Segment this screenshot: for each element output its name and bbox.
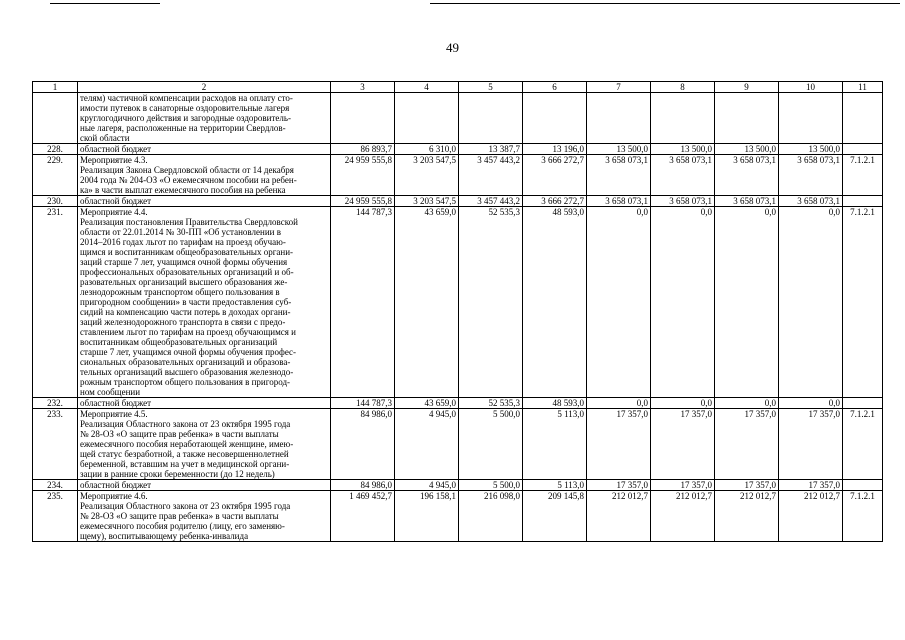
row-number — [33, 93, 78, 144]
description-line: воспитанникам общеобразовательных организаций — [80, 337, 278, 347]
target-code: 7.1.2.1 — [843, 207, 883, 398]
value-cell-col-6: 5 113,0 — [523, 480, 587, 491]
value-cell-col-5: 216 098,0 — [459, 491, 523, 542]
value-cell-col-10: 17 357,0 — [779, 480, 843, 491]
description-line: областной бюджет — [80, 398, 152, 408]
value-cell-col-6: 48 593,0 — [523, 398, 587, 409]
value-cell-col-3: 24 959 555,8 — [331, 155, 395, 196]
description-line: ской области — [80, 133, 130, 143]
value-cell-col-8: 3 658 073,1 — [651, 196, 715, 207]
table-row — [33, 409, 883, 480]
target-code — [843, 144, 883, 155]
value-cell-col-9 — [715, 93, 779, 144]
column-header-6: 6 — [523, 82, 587, 93]
target-code — [843, 196, 883, 207]
value-cell-col-6: 3 666 272,7 — [523, 155, 587, 196]
description-line: Реализация Закона Свердловской области от 14 декабря — [80, 165, 294, 175]
value-cell-col-8 — [651, 93, 715, 144]
value-cell-col-3: 84 986,0 — [331, 480, 395, 491]
description-line: Реализация Областного закона от 23 октября 1995 года — [80, 501, 291, 511]
column-header-1: 1 — [33, 82, 78, 93]
column-header-2: 2 — [78, 82, 331, 93]
column-header-11: 11 — [843, 82, 883, 93]
description-line: круглогодичного действия и загородные оздоровитель- — [80, 113, 291, 123]
description-line: сиональных образовательных организаций и образова- — [80, 357, 291, 367]
value-cell-col-10 — [779, 93, 843, 144]
value-cell-col-5 — [459, 93, 523, 144]
top-rule-right — [430, 3, 900, 4]
table-row — [33, 207, 883, 398]
value-cell-col-7: 0,0 — [587, 398, 651, 409]
page-number: 49 — [446, 40, 459, 55]
description-line: ном сообщении — [80, 387, 141, 397]
description-line: пригородном сообщении» в части предоставления суб- — [80, 297, 292, 307]
value-cell-col-8: 17 357,0 — [651, 480, 715, 491]
value-cell-col-3: 86 893,7 — [331, 144, 395, 155]
top-rule-left — [50, 3, 160, 4]
description-line: щему), воспитывающему ребенка-инвалида — [80, 531, 249, 541]
row-description — [78, 144, 331, 155]
description-line: Реализация постановления Правительства Свердловской — [80, 217, 298, 227]
row-number: 230. — [33, 196, 78, 207]
description-line: Реализация Областного закона от 23 октября 1995 года — [80, 419, 291, 429]
value-cell-col-10: 13 500,0 — [779, 144, 843, 155]
budget-table — [32, 81, 883, 542]
value-cell-col-5: 5 500,0 — [459, 480, 523, 491]
description-line: 2014–2016 годах льгот по тарифам на проезд обучаю- — [80, 237, 286, 247]
description-line: области от 22.01.2014 № 30-ПП «Об установлении в — [80, 227, 281, 237]
value-cell-col-10: 0,0 — [779, 398, 843, 409]
value-cell-col-6: 3 666 272,7 — [523, 196, 587, 207]
row-description — [78, 93, 331, 144]
value-cell-col-6 — [523, 93, 587, 144]
row-description — [78, 398, 331, 409]
value-cell-col-4: 3 203 547,5 — [395, 196, 459, 207]
value-cell-col-7: 3 658 073,1 — [587, 155, 651, 196]
description-line: Мероприятие 4.6. — [80, 491, 148, 501]
value-cell-col-7: 0,0 — [587, 207, 651, 398]
description-line: имости путевок в санаторные оздоровительные лагеря — [80, 103, 290, 113]
row-description — [78, 480, 331, 491]
description-line: щимся и воспитанникам общеобразовательных органи- — [80, 247, 294, 257]
table-row — [33, 196, 883, 207]
value-cell-col-6: 209 145,8 — [523, 491, 587, 542]
value-cell-col-8: 3 658 073,1 — [651, 155, 715, 196]
description-line: № 28-ОЗ «О защите прав ребенка» в части выплаты — [80, 429, 279, 439]
value-cell-col-7 — [587, 93, 651, 144]
value-cell-col-6: 5 113,0 — [523, 409, 587, 480]
row-number: 234. — [33, 480, 78, 491]
description-line: областной бюджет — [80, 480, 152, 490]
value-cell-col-3 — [331, 93, 395, 144]
table-row — [33, 144, 883, 155]
value-cell-col-9: 0,0 — [715, 207, 779, 398]
description-line: 2004 года № 204-ОЗ «О ежемесячном пособии на ребен- — [80, 175, 297, 185]
column-header-3: 3 — [331, 82, 395, 93]
description-line: заций железнодорожного транспорта в связи с предо- — [80, 317, 286, 327]
value-cell-col-6: 48 593,0 — [523, 207, 587, 398]
row-description — [78, 409, 331, 480]
target-code: 7.1.2.1 — [843, 155, 883, 196]
description-line: ка» в части выплат ежемесячного пособия на ребенка — [80, 185, 286, 195]
value-cell-col-7: 3 658 073,1 — [587, 196, 651, 207]
description-line: ные лагеря, расположенные на территории Свердлов- — [80, 123, 286, 133]
value-cell-col-10: 0,0 — [779, 207, 843, 398]
table-row — [33, 93, 883, 144]
column-header-10: 10 — [779, 82, 843, 93]
description-line: областной бюджет — [80, 196, 152, 206]
value-cell-col-3: 144 787,3 — [331, 207, 395, 398]
description-line: Мероприятие 4.3. — [80, 155, 148, 165]
value-cell-col-7: 17 357,0 — [587, 409, 651, 480]
description-line: рожным транспортом общего пользования в пригород- — [80, 377, 291, 387]
description-line: беременной, вставшим на учет в медицинской органи- — [80, 459, 290, 469]
value-cell-col-5: 52 535,3 — [459, 207, 523, 398]
description-line: старше 7 лет, учащимся очной формы обучения профес- — [80, 347, 297, 357]
description-line: профессиональных образовательных организаций и об- — [80, 267, 294, 277]
target-code — [843, 398, 883, 409]
table-row — [33, 155, 883, 196]
value-cell-col-4: 6 310,0 — [395, 144, 459, 155]
target-code — [843, 480, 883, 491]
description-line: сидий на компенсацию части потерь в доходах органи- — [80, 307, 291, 317]
column-header-7: 7 — [587, 82, 651, 93]
column-header-8: 8 — [651, 82, 715, 93]
value-cell-col-8: 13 500,0 — [651, 144, 715, 155]
column-header-4: 4 — [395, 82, 459, 93]
row-number: 235. — [33, 491, 78, 542]
target-code: 7.1.2.1 — [843, 491, 883, 542]
value-cell-col-3: 84 986,0 — [331, 409, 395, 480]
row-description — [78, 155, 331, 196]
value-cell-col-7: 212 012,7 — [587, 491, 651, 542]
value-cell-col-5: 5 500,0 — [459, 409, 523, 480]
value-cell-col-8: 0,0 — [651, 398, 715, 409]
value-cell-col-3: 24 959 555,8 — [331, 196, 395, 207]
description-line: тельных организаций высшего образования железнодо- — [80, 367, 294, 377]
value-cell-col-5: 52 535,3 — [459, 398, 523, 409]
row-number: 232. — [33, 398, 78, 409]
table-row — [33, 398, 883, 409]
value-cell-col-8: 0,0 — [651, 207, 715, 398]
value-cell-col-10: 212 012,7 — [779, 491, 843, 542]
description-line: № 28-ОЗ «О защите прав ребенка» в части выплаты — [80, 511, 279, 521]
table-header-row — [33, 82, 883, 93]
table-row — [33, 491, 883, 542]
value-cell-col-7: 17 357,0 — [587, 480, 651, 491]
value-cell-col-10: 17 357,0 — [779, 409, 843, 480]
value-cell-col-7: 13 500,0 — [587, 144, 651, 155]
row-description — [78, 207, 331, 398]
description-line: лезнодорожным транспортом общего пользования в — [80, 287, 280, 297]
row-number: 229. — [33, 155, 78, 196]
description-line: ставлением льгот по тарифам на проезд обучающимся и — [80, 327, 296, 337]
value-cell-col-9: 3 658 073,1 — [715, 155, 779, 196]
row-number: 231. — [33, 207, 78, 398]
value-cell-col-10: 3 658 073,1 — [779, 196, 843, 207]
row-number: 228. — [33, 144, 78, 155]
column-header-5: 5 — [459, 82, 523, 93]
value-cell-col-3: 144 787,3 — [331, 398, 395, 409]
description-line: зации в ранние сроки беременности (до 12 недель) — [80, 469, 275, 479]
row-description — [78, 196, 331, 207]
value-cell-col-9: 17 357,0 — [715, 409, 779, 480]
description-line: Мероприятие 4.4. — [80, 207, 148, 217]
description-line: ежемесячного пособия родителю (лицу, его заменяю- — [80, 521, 285, 531]
value-cell-col-9: 17 357,0 — [715, 480, 779, 491]
description-line: щей статус безработной, а также несовершеннолетней — [80, 449, 289, 459]
value-cell-col-9: 0,0 — [715, 398, 779, 409]
value-cell-col-9: 13 500,0 — [715, 144, 779, 155]
description-line: разовательных организаций высшего образования же- — [80, 277, 288, 287]
value-cell-col-4: 43 659,0 — [395, 398, 459, 409]
description-line: телям) частичной компенсации расходов на оплату сто- — [80, 93, 293, 103]
value-cell-col-5: 3 457 443,2 — [459, 155, 523, 196]
value-cell-col-8: 17 357,0 — [651, 409, 715, 480]
value-cell-col-9: 212 012,7 — [715, 491, 779, 542]
value-cell-col-4: 4 945,0 — [395, 480, 459, 491]
value-cell-col-4: 43 659,0 — [395, 207, 459, 398]
description-line: заций старше 7 лет, учащимся очной формы обучения — [80, 257, 288, 267]
value-cell-col-10: 3 658 073,1 — [779, 155, 843, 196]
value-cell-col-4: 196 158,1 — [395, 491, 459, 542]
target-code — [843, 93, 883, 144]
description-line: областной бюджет — [80, 144, 152, 154]
value-cell-col-6: 13 196,0 — [523, 144, 587, 155]
description-line: ежемесячного пособия неработающей женщине, имею- — [80, 439, 294, 449]
column-header-9: 9 — [715, 82, 779, 93]
value-cell-col-4: 4 945,0 — [395, 409, 459, 480]
value-cell-col-4: 3 203 547,5 — [395, 155, 459, 196]
row-number: 233. — [33, 409, 78, 480]
target-code: 7.1.2.1 — [843, 409, 883, 480]
description-line: Мероприятие 4.5. — [80, 409, 148, 419]
value-cell-col-4 — [395, 93, 459, 144]
value-cell-col-9: 3 658 073,1 — [715, 196, 779, 207]
row-description — [78, 491, 331, 542]
value-cell-col-3: 1 469 452,7 — [331, 491, 395, 542]
value-cell-col-5: 3 457 443,2 — [459, 196, 523, 207]
value-cell-col-5: 13 387,7 — [459, 144, 523, 155]
value-cell-col-8: 212 012,7 — [651, 491, 715, 542]
table-row — [33, 480, 883, 491]
